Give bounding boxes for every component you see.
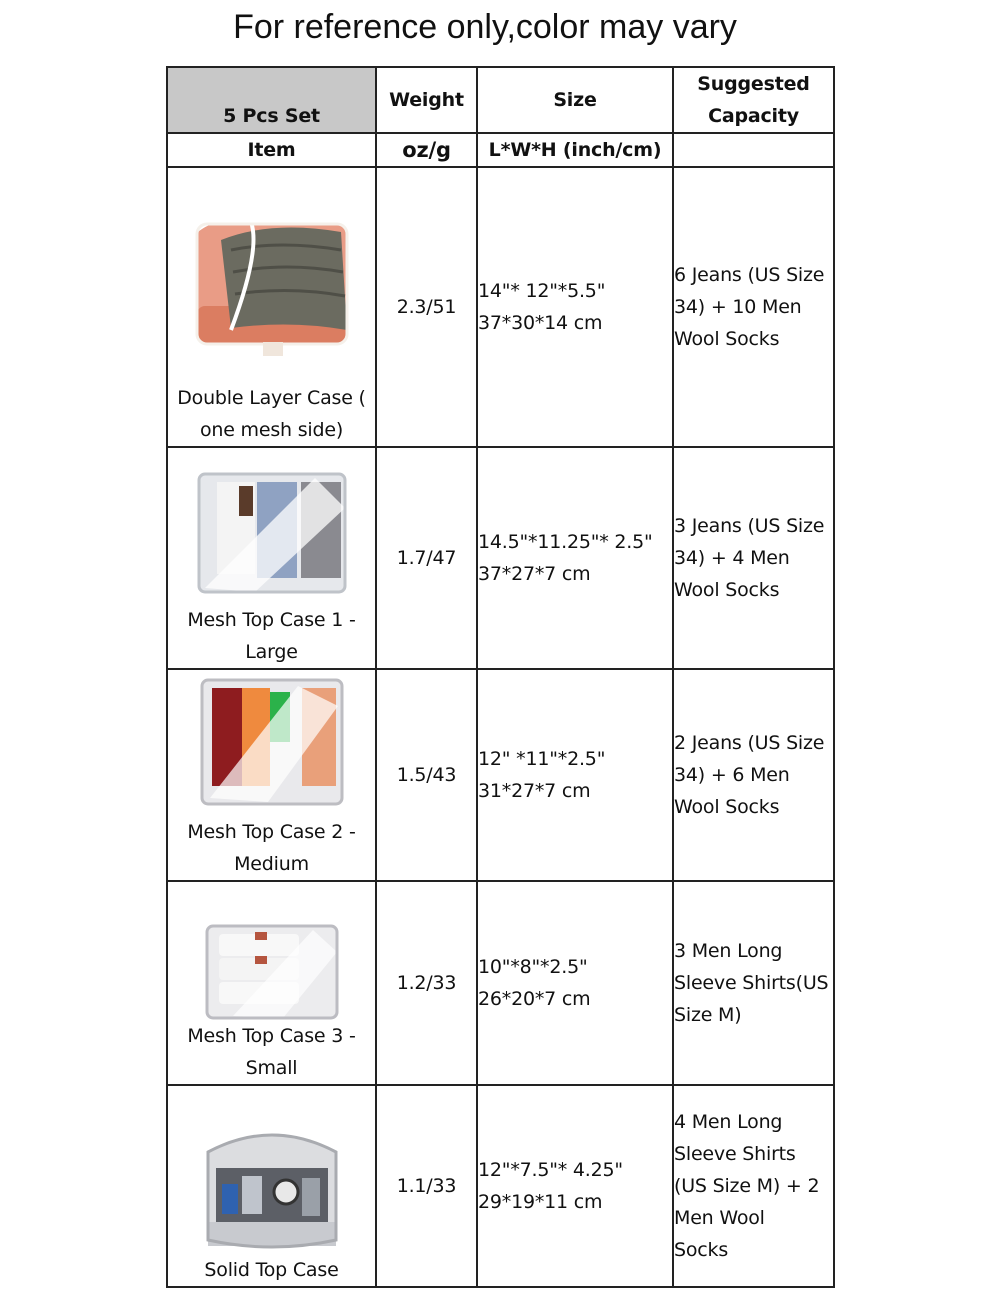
mesh-top-case-medium-photo [198, 676, 346, 808]
item-label-line1: Mesh Top Case 3 - [187, 1025, 356, 1047]
item-label-line1: Mesh Top Case 2 - [187, 821, 356, 843]
item-cell [167, 167, 376, 447]
item-label-line2: Small [245, 1057, 298, 1079]
capacity-unit-header [673, 133, 834, 167]
capacity-cell [673, 881, 834, 1085]
size-header: Size [477, 67, 673, 133]
size-cm: 37*27*7 cm [478, 563, 591, 585]
mesh-top-case-large-photo [195, 468, 349, 596]
capacity-line: Wool Socks [674, 328, 780, 350]
double-layer-case-photo [191, 210, 353, 360]
mesh-top-case-small-photo [203, 922, 341, 1022]
capacity-header [673, 67, 834, 133]
capacity-line: 6 Jeans (US Size [674, 264, 825, 286]
capacity-line: Socks [674, 1239, 729, 1261]
item-label [168, 604, 375, 668]
item-cell [167, 1085, 376, 1287]
item-label [168, 1020, 375, 1084]
item-label [168, 816, 375, 880]
table-row [167, 447, 834, 669]
size-cell [477, 881, 673, 1085]
item-cell [167, 447, 376, 669]
item-cell [167, 881, 376, 1085]
item-label-line1: Double Layer Case ( [177, 387, 366, 409]
capacity-line: Sleeve Shirts [674, 1143, 796, 1165]
item-label-line2: Medium [234, 853, 309, 875]
item-cell [167, 669, 376, 881]
item-label [168, 1254, 375, 1286]
capacity-header-line1: Suggested [697, 73, 810, 95]
item-label [168, 382, 375, 446]
header-row-2 [167, 133, 834, 167]
table-row [167, 669, 834, 881]
capacity-line: Wool Socks [674, 796, 780, 818]
size-unit-header: L*W*H (inch/cm) [477, 133, 673, 167]
weight-unit-header: oz/g [376, 133, 477, 167]
size-cell [477, 1085, 673, 1287]
size-cm: 29*19*11 cm [478, 1191, 603, 1213]
item-label-line1: Mesh Top Case 1 - [187, 609, 356, 631]
capacity-line: Sleeve Shirts(US [674, 972, 829, 994]
item-header: Item [167, 133, 376, 167]
weight-cell: 1.2/33 [376, 881, 477, 1085]
set-title-cell [167, 67, 376, 133]
item-label-line1: Solid Top Case [204, 1259, 339, 1281]
capacity-line: Wool Socks [674, 579, 780, 601]
size-cell [477, 167, 673, 447]
capacity-cell [673, 1085, 834, 1287]
size-inch: 14.5"*11.25"* 2.5" [478, 531, 653, 553]
capacity-line: 3 Men Long [674, 940, 783, 962]
capacity-cell [673, 167, 834, 447]
size-cm: 37*30*14 cm [478, 312, 603, 334]
capacity-line: 34) + 4 Men [674, 547, 790, 569]
packing-cube-spec-table [166, 66, 835, 1288]
weight-cell: 1.1/33 [376, 1085, 477, 1287]
capacity-line: 4 Men Long [674, 1111, 783, 1133]
capacity-line: 3 Jeans (US Size [674, 515, 825, 537]
reference-note: For reference only,color may vary [233, 8, 737, 46]
item-label-line2: Large [245, 641, 298, 663]
size-inch: 12" *11"*2.5" [478, 748, 606, 770]
capacity-line: 34) + 10 Men [674, 296, 802, 318]
table-row [167, 1085, 834, 1287]
capacity-line: (US Size M) + 2 [674, 1175, 820, 1197]
item-label-line2: one mesh side) [199, 419, 344, 441]
table-row [167, 167, 834, 447]
capacity-line: 34) + 6 Men [674, 764, 790, 786]
capacity-cell [673, 669, 834, 881]
size-cell [477, 669, 673, 881]
capacity-header-line2: Capacity [708, 105, 799, 127]
size-cm: 26*20*7 cm [478, 988, 591, 1010]
weight-header: Weight [376, 67, 477, 133]
capacity-line: Men Wool [674, 1207, 765, 1229]
capacity-line: 2 Jeans (US Size [674, 732, 825, 754]
set-title: 5 Pcs Set [223, 105, 320, 127]
size-cm: 31*27*7 cm [478, 780, 591, 802]
size-cell [477, 447, 673, 669]
header-row-1 [167, 67, 834, 133]
weight-cell: 1.5/43 [376, 669, 477, 881]
capacity-line: Size M) [674, 1004, 742, 1026]
weight-cell: 1.7/47 [376, 447, 477, 669]
capacity-cell [673, 447, 834, 669]
table-row [167, 881, 834, 1085]
solid-top-case-photo [202, 1122, 342, 1258]
size-inch: 14"* 12"*5.5" [478, 280, 606, 302]
size-inch: 10"*8"*2.5" [478, 956, 588, 978]
weight-cell: 2.3/51 [376, 167, 477, 447]
size-inch: 12"*7.5"* 4.25" [478, 1159, 623, 1181]
